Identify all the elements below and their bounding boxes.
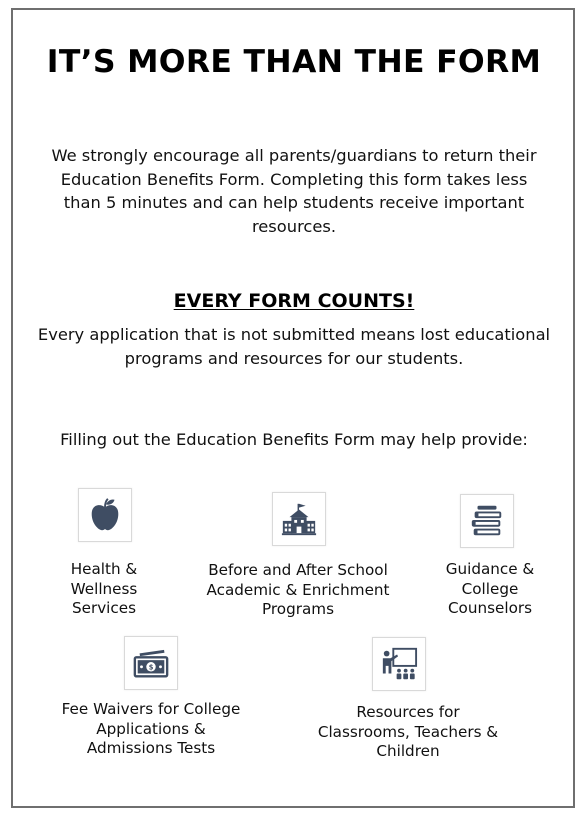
page-frame	[11, 8, 575, 808]
intro-paragraph: We strongly encourage all parents/guardians to return their Education Benefits Form. Completing this form takes less than 5 minutes and can help students receive important resources.	[51, 146, 537, 236]
benefit-before-after-school-label: Before and After School Academic & Enrichment Programs	[206, 561, 390, 618]
every-form-counts-text: Every application that is not submitted means lost educational programs and resources for our students.	[37, 325, 551, 368]
benefit-guidance-counselors-label: Guidance & College Counselors	[445, 560, 535, 617]
page-title: IT’S MORE THAN THE FORM	[46, 44, 542, 80]
benefit-classroom-resources-label: Resources for Classrooms, Teachers & Children	[317, 703, 499, 760]
benefit-fee-waivers-label: Fee Waivers for College Applications & Admissions Tests	[61, 700, 241, 757]
money-icon	[124, 636, 178, 690]
books-icon	[460, 494, 514, 548]
every-form-counts-heading: EVERY FORM COUNTS!	[173, 290, 415, 312]
school-building-icon	[272, 492, 326, 546]
svg-text:$: $	[148, 663, 154, 672]
teacher-classroom-icon	[372, 637, 426, 691]
benefit-health-wellness-label: Health & Wellness Services	[70, 560, 138, 617]
apple-icon	[78, 488, 132, 542]
benefits-lead-text: Filling out the Education Benefits Form may help provide:	[60, 430, 528, 449]
